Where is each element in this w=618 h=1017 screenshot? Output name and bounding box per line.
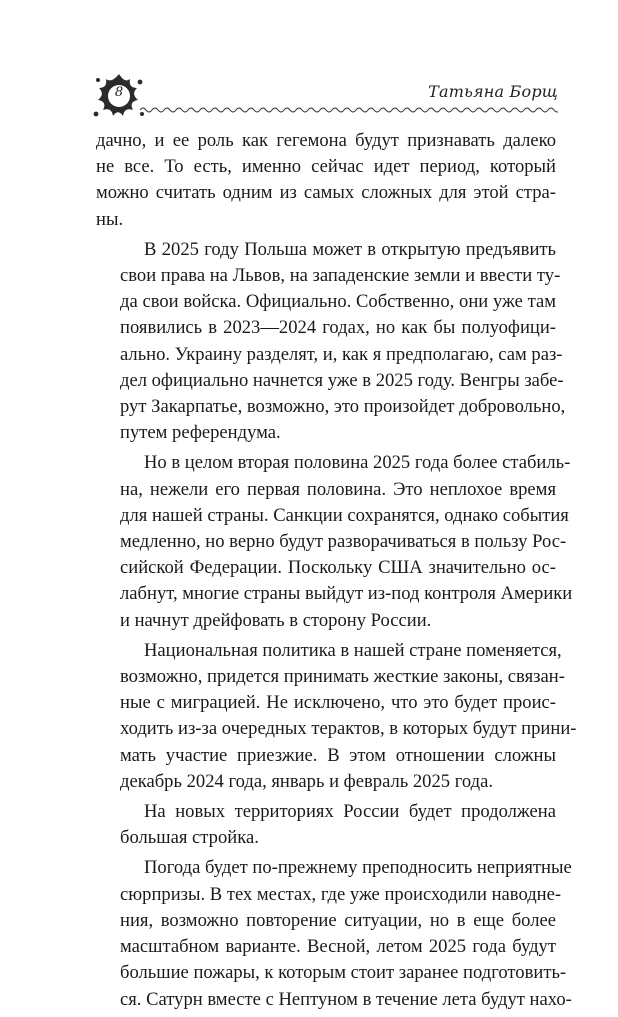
wavy-divider — [140, 104, 558, 116]
text-line: масштабном варианте. Весной, летом 2025 года будут — [120, 936, 556, 958]
text-line: ходить из-за очередных терактов, в которых будут прини- — [120, 718, 577, 740]
text-line: лабнут, многие страны выйдут из-под контроля Америки — [120, 583, 573, 605]
text-line: медленно, но верно будут разворачиваться в пользу Рос- — [120, 531, 567, 553]
paragraph — [96, 128, 556, 233]
text-line: На новых территориях России будет продолжена — [144, 801, 556, 823]
text-line: В 2025 году Польша может в открытую предъявить — [144, 238, 556, 260]
paragraph — [96, 237, 566, 447]
page-number: 8 — [114, 85, 124, 100]
text-line: сийской Федерации. Поскольку США значительно ос- — [120, 557, 556, 579]
text-line: ны. — [96, 208, 124, 230]
paragraph — [96, 855, 572, 1012]
text-line: ально. Украину разделят, и, как я предполагаю, сам раз- — [120, 343, 563, 365]
body-text — [96, 128, 577, 1017]
text-line: ные с миграцией. Не исключено, что это будет проис- — [120, 692, 556, 714]
paragraph — [96, 638, 577, 795]
text-line: Но в целом вторая половина 2025 года более стабиль- — [144, 452, 571, 474]
text-line: большая стройка. — [120, 827, 259, 849]
text-line: рут Закарпатье, возможно, это произойдет добровольно, — [120, 396, 566, 418]
text-line: Погода будет по-прежнему преподносить неприятные — [144, 857, 572, 879]
text-line: декабрь 2024 года, январь и февраль 2025 года. — [120, 770, 494, 792]
text-line: можно считать одним из самых сложных для этой стра- — [96, 182, 556, 204]
paragraph — [96, 450, 573, 633]
text-line: да свои войска. Официально. Собственно, они уже там — [120, 291, 556, 313]
text-line: для нашей страны. Санкции сохранятся, однако события — [120, 504, 569, 526]
text-line: возможно, придется принимать жесткие законы, связан- — [120, 666, 565, 688]
running-header — [90, 70, 560, 130]
text-line: мать участие приезжие. В этом отношении сложны — [120, 744, 556, 766]
text-line: сюрпризы. В тех местах, где уже происходили наводне- — [120, 883, 562, 905]
text-line: Национальная политика в нашей стране поменяется, — [144, 639, 562, 661]
paragraph — [96, 799, 556, 851]
text-line: дачно, и ее роль как гегемона будут признавать далеко — [96, 130, 556, 151]
text-line: ся. Сатурн вместе с Нептуном в течение лета будут нахо- — [120, 988, 572, 1010]
text-line: не все. То есть, именно сейчас идет период, который — [96, 156, 556, 178]
text-line: свои права на Львов, на западенские земли и ввести ту- — [120, 265, 561, 287]
text-line: и начнут дрейфовать в сторону России. — [120, 609, 432, 631]
text-line: большие пожары, к которым стоит заранее подготовить- — [120, 962, 567, 984]
text-line: дел официально начнется уже в 2025 году. Венгры забе- — [120, 369, 564, 391]
text-line: появились в 2023—2024 годах, но как бы полуофици- — [120, 317, 556, 339]
text-line: ния, возможно повторение ситуации, но в еще более — [120, 909, 556, 931]
text-line: путем референдума. — [120, 422, 281, 444]
text-line: на, нежели его первая половина. Это неплохое время — [120, 478, 556, 500]
author-name: Татьяна Борщ — [428, 82, 558, 101]
